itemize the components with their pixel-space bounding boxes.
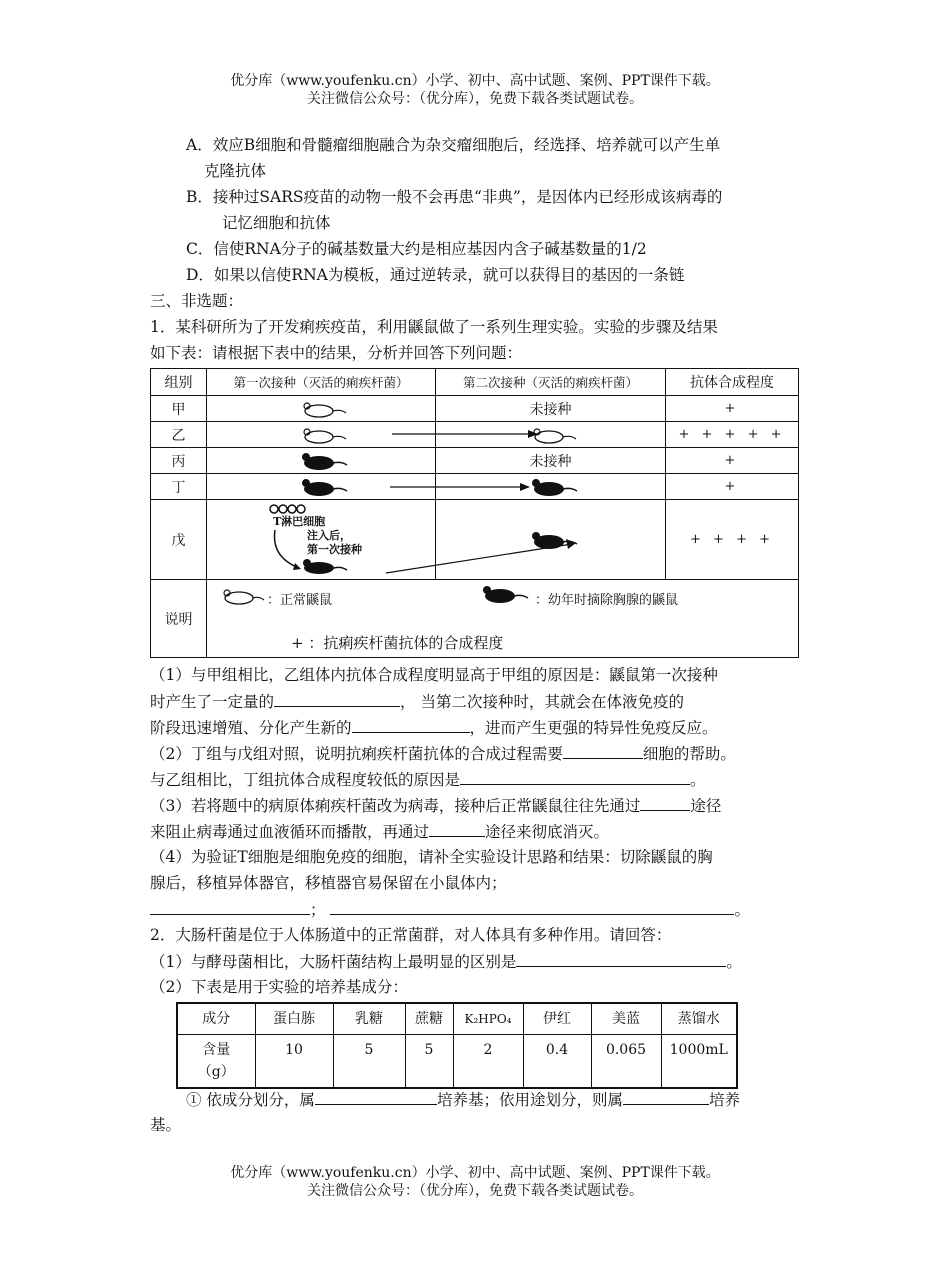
- q1-p3-line2: [150, 820, 609, 843]
- header-first-inoculation: 第一次接种（灭活的痢疾杆菌）: [207, 369, 436, 396]
- result-cell: +: [666, 396, 799, 422]
- q1-p1-line1: （1）与甲组相比，乙组体内抗体合成程度明显高于甲组的原因是：鼷鼠第一次接种: [150, 666, 718, 684]
- footer-line-1: 优分库（www.youfenku.cn）小学、初中、高中试题、案例、PPT课件下载。: [230, 1165, 720, 1181]
- row-label-line1: 含量: [202, 1042, 231, 1058]
- value-cell: 0.4: [523, 1035, 591, 1089]
- option-a-line2: 克隆抗体: [204, 162, 267, 180]
- note-plus-text: + ：抗痢疾杆菌抗体的合成程度: [291, 634, 504, 652]
- q1-intro-line2: 如下表：请根据下表中的结果，分析并回答下列问题：: [150, 344, 523, 362]
- q1-p2-line2: [150, 768, 706, 791]
- q2-sub1-text-c: 培养: [708, 1091, 740, 1109]
- group-label: 乙: [151, 422, 207, 448]
- header-line-1: 优分库（www.youfenku.cn）小学、初中、高中试题、案例、PPT课件下载。: [230, 73, 720, 89]
- note-normal-text: ：正常鼷鼠: [267, 593, 333, 608]
- q1-p3-line1: [150, 794, 721, 817]
- first-inoculation-label: 第一次接种: [307, 543, 362, 556]
- q1-p4-line2: 腺后，移植异体器官，移植器官易保留在小鼠体内；: [150, 874, 507, 892]
- result-cell: + + + + +: [666, 422, 799, 448]
- answer-blank-9[interactable]: [516, 950, 726, 967]
- row-label: [177, 1035, 255, 1089]
- header-group: 组别: [151, 369, 207, 396]
- value-cell: 10: [255, 1035, 333, 1089]
- q1-p1-text-a: 时产生了一定量的: [150, 693, 275, 711]
- q2-p1-text-a: （1）与酵母菌相比，大肠杆菌结构上最明显的区别是: [150, 953, 517, 971]
- q2-p1: [150, 950, 742, 973]
- result-cell: +: [666, 474, 799, 500]
- q2-intro: 2．大肠杆菌是位于人体肠道中的正常菌群，对人体具有多种作用。请回答：: [150, 926, 672, 944]
- q1-p2-text-d: 。: [690, 771, 706, 789]
- result-cell: +: [666, 448, 799, 474]
- header-antibody: 抗体合成程度: [666, 369, 799, 396]
- answer-blank-2[interactable]: [352, 716, 470, 733]
- result-cell: + + + +: [666, 500, 799, 580]
- answer-blank-10[interactable]: [315, 1088, 437, 1105]
- value-cell: 2: [453, 1035, 523, 1089]
- q1-intro-line1: 1．某科研所为了开发痢疾疫苗，利用鼷鼠做了一系列生理实验。实验的步骤及结果: [150, 318, 718, 336]
- column-header: 美蓝: [591, 1003, 661, 1035]
- footer-line-2: 关注微信公众号：（优分库），免费下载各类试题试卷。: [307, 1183, 643, 1199]
- note-label: 说明: [151, 580, 207, 658]
- row-label-line2: （g）: [197, 1064, 235, 1080]
- q1-p4-line1: （4）为验证T细胞是细胞免疫的细胞，请补全实验设计思路和结果：切除鼷鼠的胸: [150, 848, 713, 866]
- q2-sub1-text-b: 培养基；依用途划分，则属: [436, 1091, 623, 1109]
- q1-p2-text-b: 细胞的帮助。: [642, 745, 736, 763]
- answer-blank-8[interactable]: [330, 898, 734, 915]
- q1-p1-line3: [150, 716, 718, 739]
- q1-p3-text-c: 来阻止病毒通过血液循环而播散，再通过: [150, 823, 430, 841]
- q1-p1-text-b: ， 当第二次接种时，其就会在体液免疫的: [400, 693, 684, 711]
- q1-p4-text-b: 。: [734, 901, 750, 919]
- value-cell: 5: [333, 1035, 405, 1089]
- second-cell: 未接种: [436, 448, 666, 474]
- table-header-row: [177, 1003, 737, 1035]
- note-removed-text: ：幼年时摘除胸腺的鼷鼠: [535, 593, 679, 608]
- column-header: 伊红: [523, 1003, 591, 1035]
- q1-p3-text-a: （3）若将题中的病原体痢疾杆菌改为病毒，接种后正常鼷鼠往往先通过: [150, 797, 641, 815]
- group-label: 丁: [151, 474, 207, 500]
- q2-sub1-text-a: ① 依成分划分，属: [186, 1091, 315, 1109]
- option-a-line1: A．效应B细胞和骨髓瘤细胞融合为杂交瘤细胞后，经选择、培养就可以产生单: [186, 136, 721, 154]
- option-d: D．如果以信使RNA为模板，通过逆转录，就可以获得目的基因的一条链: [186, 266, 685, 284]
- q1-p1-text-d: ，进而产生更强的特异性免疫反应。: [469, 719, 718, 737]
- q2-p2: （2）下表是用于实验的培养基成分：: [150, 978, 408, 996]
- q2-sub1: [186, 1088, 740, 1111]
- column-header: 成分: [177, 1003, 255, 1035]
- answer-blank-1[interactable]: [274, 690, 400, 707]
- value-cell: 5: [405, 1035, 453, 1089]
- q2-sub1-end: 基。: [150, 1116, 182, 1134]
- group-label: 甲: [151, 396, 207, 422]
- table-row: [177, 1035, 737, 1089]
- value-cell: 1000mL: [661, 1035, 737, 1089]
- option-c: C．信使RNA分子的碱基数量大约是相应基因内含子碱基数量的1/2: [186, 240, 647, 258]
- q1-p4-text-a: ；: [310, 901, 326, 919]
- section-heading: 三、非选题：: [150, 292, 244, 310]
- answer-blank-3[interactable]: [563, 742, 643, 759]
- q2-p1-text-b: 。: [726, 953, 742, 971]
- q1-p1-text-c: 阶段迅速增殖、分化产生新的: [150, 719, 352, 737]
- injection-label: 注入后，: [307, 529, 351, 542]
- answer-blank-6[interactable]: [429, 820, 485, 837]
- q1-p4-line3: [150, 898, 750, 921]
- group-label: 丙: [151, 448, 207, 474]
- culture-medium-table: [176, 1002, 738, 1089]
- answer-blank-11[interactable]: [623, 1088, 709, 1105]
- q1-p2-text-a: （2）丁组与戊组对照，说明抗痢疾杆菌抗体的合成过程需要: [150, 745, 563, 763]
- group-label: 戊: [151, 500, 207, 580]
- column-header: K₂HPO₄: [453, 1003, 523, 1035]
- second-cell: 未接种: [436, 396, 666, 422]
- t-cell-label: T淋巴细胞: [273, 515, 326, 528]
- option-b-line1: B．接种过SARS疫苗的动物一般不会再患“非典”，是因体内已经形成该病毒的: [186, 188, 723, 206]
- q1-p3-text-d: 途径来彻底消灭。: [485, 823, 610, 841]
- q1-p2-text-c: 与乙组相比，丁组抗体合成程度较低的原因是: [150, 771, 461, 789]
- q1-p1-line2: [150, 690, 684, 713]
- column-header: 乳糖: [333, 1003, 405, 1035]
- answer-blank-4[interactable]: [460, 768, 690, 785]
- column-header: 蛋白胨: [255, 1003, 333, 1035]
- column-header: 蒸馏水: [661, 1003, 737, 1035]
- q1-p3-text-b: 途径: [690, 797, 722, 815]
- value-cell: 0.065: [591, 1035, 661, 1089]
- q1-p2-line1: [150, 742, 736, 765]
- header-line-2: 关注微信公众号：（优分库），免费下载各类试题试卷。: [307, 91, 643, 107]
- header-second-inoculation: 第二次接种（灭活的痢疾杆菌）: [436, 369, 666, 396]
- option-b-line2: 记忆细胞和抗体: [222, 214, 331, 232]
- answer-blank-5[interactable]: [640, 794, 690, 811]
- column-header: 蔗糖: [405, 1003, 453, 1035]
- answer-blank-7[interactable]: [150, 898, 310, 915]
